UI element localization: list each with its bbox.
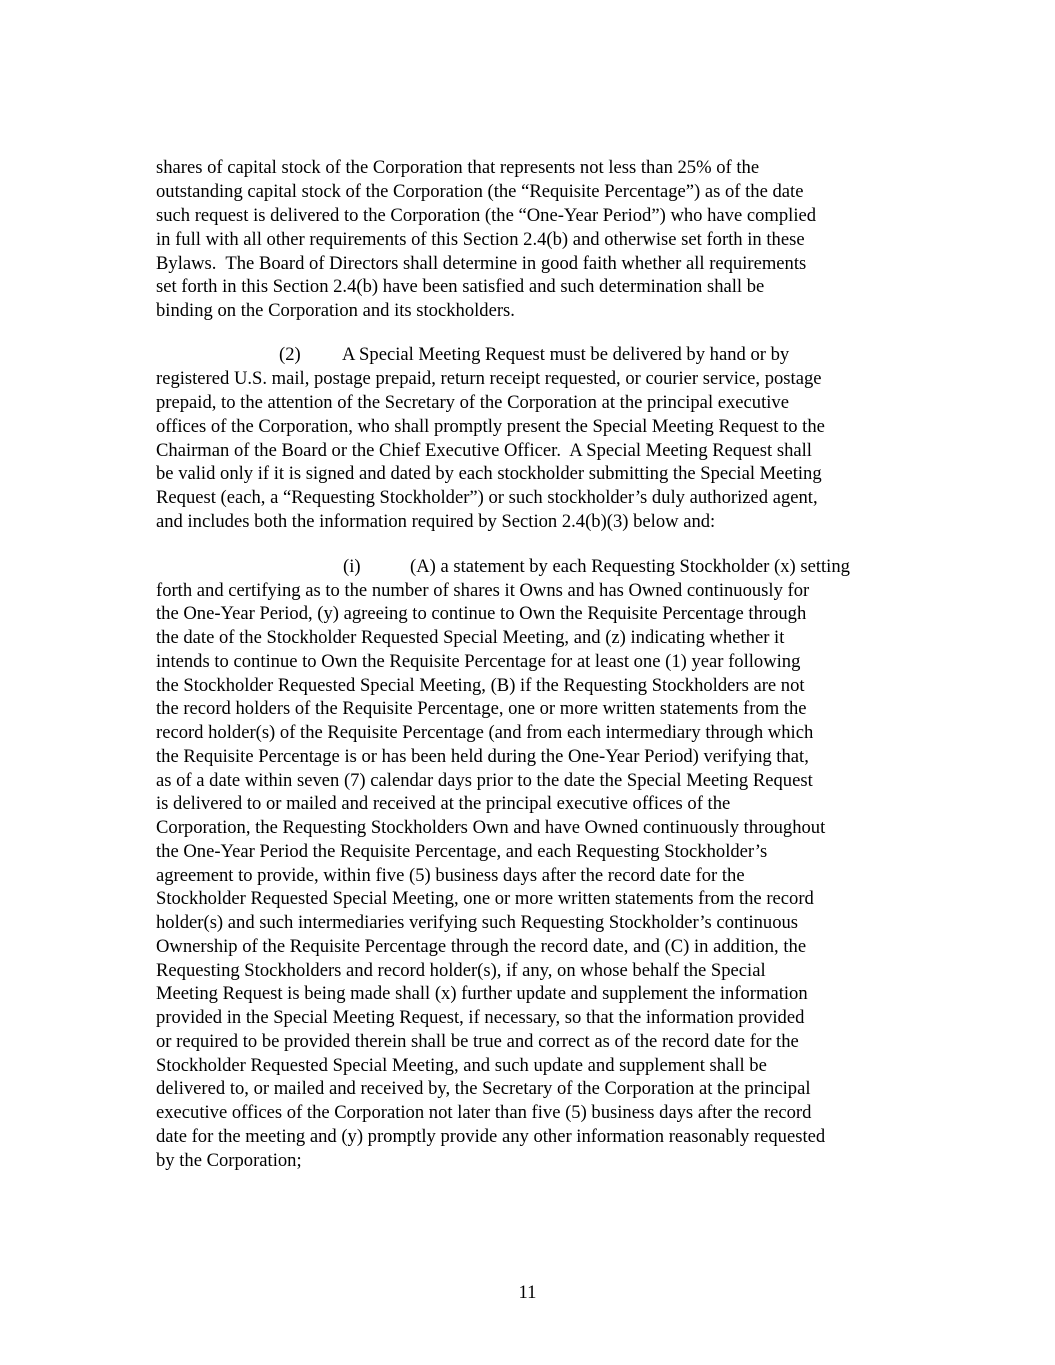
text-line: executive offices of the Corporation not later than five (5) business days after the record <box>156 1102 812 1123</box>
text-line: outstanding capital stock of the Corporation (the “Requisite Percentage”) as of the date <box>156 181 804 202</box>
text-line: be valid only if it is signed and dated by each stockholder submitting the Special Meeting <box>156 463 822 484</box>
text-line: Request (each, a “Requesting Stockholder”) or such stockholder’s duly authorized agent, <box>156 487 818 508</box>
text-line: Corporation, the Requesting Stockholders Own and have Owned continuously throughout <box>156 817 826 838</box>
text-line: the Requisite Percentage is or has been held during the One-Year Period) verifying that, <box>156 746 809 767</box>
text-line: Meeting Request is being made shall (x) further update and supplement the information <box>156 983 808 1004</box>
paragraph-marker: (2) <box>279 344 301 365</box>
text-line: offices of the Corporation, who shall promptly present the Special Meeting Request to the <box>156 416 825 437</box>
text-line: binding on the Corporation and its stockholders. <box>156 300 515 321</box>
text-line: shares of capital stock of the Corporation that represents not less than 25% of the <box>156 157 760 178</box>
text-line: Ownership of the Requisite Percentage through the record date, and (C) in addition, the <box>156 936 807 957</box>
text-line: Requesting Stockholders and record holder(s), if any, on whose behalf the Special <box>156 960 766 981</box>
text-line: forth and certifying as to the number of shares it Owns and has Owned continuously for <box>156 580 810 601</box>
text-line: the One-Year Period the Requisite Percentage, and each Requesting Stockholder’s <box>156 841 768 862</box>
text-line: (A) a statement by each Requesting Stockholder (x) setting <box>410 556 850 577</box>
text-line: as of a date within seven (7) calendar days prior to the date the Special Meeting Request <box>156 770 813 791</box>
text-line: is delivered to or mailed and received at the principal executive offices of the <box>156 793 731 814</box>
text-line: delivered to, or mailed and received by, the Secretary of the Corporation at the principal <box>156 1078 811 1099</box>
text-line: holder(s) and such intermediaries verifying such Requesting Stockholder’s continuous <box>156 912 799 933</box>
text-line: set forth in this Section 2.4(b) have been satisfied and such determination shall be <box>156 276 765 297</box>
text-line: the Stockholder Requested Special Meeting, (B) if the Requesting Stockholders are not <box>156 675 805 696</box>
text-line: registered U.S. mail, postage prepaid, return receipt requested, or courier service, postage <box>156 368 822 389</box>
text-line: Stockholder Requested Special Meeting, and such update and supplement shall be <box>156 1055 767 1076</box>
text-line: date for the meeting and (y) promptly provide any other information reasonably requested <box>156 1126 826 1147</box>
paragraph-marker: (i) <box>343 556 361 577</box>
text-line: Stockholder Requested Special Meeting, one or more written statements from the record <box>156 888 814 909</box>
text-line: A Special Meeting Request must be delivered by hand or by <box>342 344 790 365</box>
text-line: such request is delivered to the Corporation (the “One-Year Period”) who have complied <box>156 205 817 226</box>
text-line: intends to continue to Own the Requisite Percentage for at least one (1) year following <box>156 651 801 672</box>
text-line: the One-Year Period, (y) agreeing to continue to Own the Requisite Percentage through <box>156 603 807 624</box>
text-line: provided in the Special Meeting Request, if necessary, so that the information provided <box>156 1007 805 1028</box>
text-line: prepaid, to the attention of the Secretary of the Corporation at the principal executive <box>156 392 789 413</box>
text-line: agreement to provide, within five (5) business days after the record date for the <box>156 865 745 886</box>
text-line: or required to be provided therein shall be true and correct as of the record date for the <box>156 1031 799 1052</box>
text-line: the date of the Stockholder Requested Special Meeting, and (z) indicating whether it <box>156 627 785 648</box>
text-line: record holder(s) of the Requisite Percentage (and from each intermediary through which <box>156 722 814 743</box>
text-line: in full with all other requirements of this Section 2.4(b) and otherwise set forth in these <box>156 229 805 250</box>
text-line: and includes both the information required by Section 2.4(b)(3) below and: <box>156 511 716 532</box>
text-line: by the Corporation; <box>156 1150 302 1171</box>
text-line: Chairman of the Board or the Chief Executive Officer. A Special Meeting Request shall <box>156 440 812 461</box>
page-number: 11 <box>518 1282 537 1303</box>
text-line: Bylaws. The Board of Directors shall determine in good faith whether all requirements <box>156 253 807 274</box>
text-line: the record holders of the Requisite Percentage, one or more written statements from the <box>156 698 807 719</box>
